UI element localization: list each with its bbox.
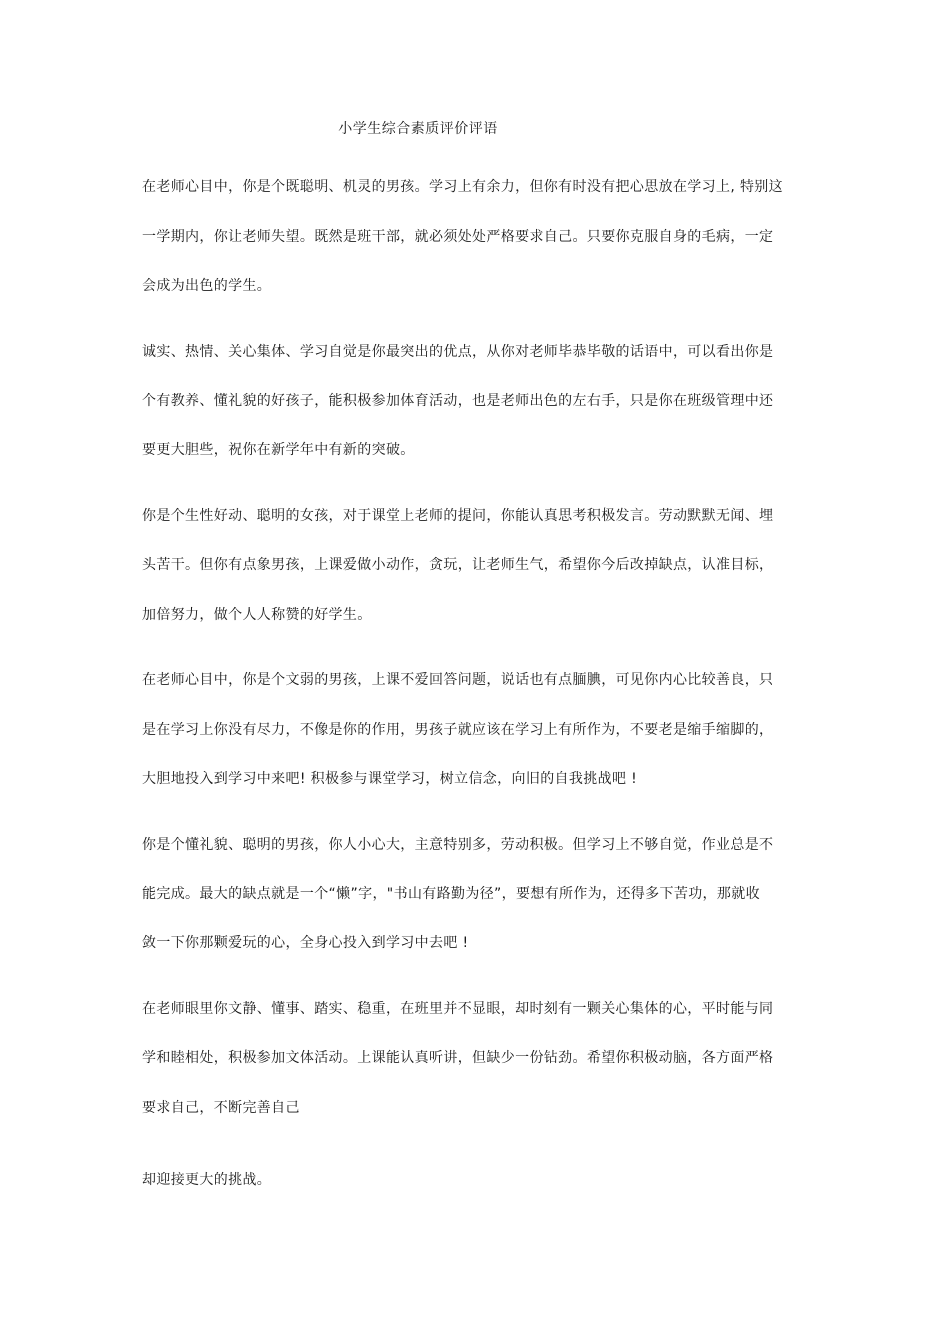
paragraph-line: 要更大胆些，祝你在新学年中有新的突破。 [142, 442, 415, 458]
paragraph-line: 在老师心目中，你是个既聪明、机灵的男孩。学习上有余力，但你有时没有把心思放在学习上, 特别这 [142, 179, 783, 195]
paragraph-line: 是在学习上你没有尽力，不像是你的作用，男孩子就应该在学习上有所作为，不要老是缩手缩脚的， [142, 722, 774, 738]
paragraph-line: 会成为出色的学生。 [142, 278, 272, 294]
paragraph-line: 却迎接更大的挑战。 [142, 1172, 272, 1188]
paragraph-line: 大胆地投入到学习中来吧! 积极参与课堂学习，树立信念，向旧的自我挑战吧 ! [142, 771, 638, 787]
paragraph-line: 诚实、热情、关心集体、学习自觉是你最突出的优点，从你对老师毕恭毕敬的话语中，可以看出你是 [142, 344, 774, 360]
paragraph-line: 你是个懂礼貌、聪明的男孩，你人小心大，主意特别多，劳动积极。但学习上不够自觉，作业总是不 [142, 837, 774, 853]
paragraph-line: 能完成。最大的缺点就是一个“懒”字，"书山有路勤为径”，要想有所作为，还得多下苦功，那就收 [142, 886, 760, 902]
paragraph-line: 学和睦相处，积极参加文体活动。上课能认真听讲，但缺少一份钻劲。希望你积极动脑，各方面严格 [142, 1050, 774, 1066]
paragraph-line: 个有教养、懂礼貌的好孩子，能积极参加体育活动，也是老师出色的左右手，只是你在班级管理中还 [142, 393, 774, 409]
paragraph-line: 加倍努力，做个人人称赞的好学生。 [142, 607, 372, 623]
document-title: 小学生综合素质评价评语 [338, 121, 498, 137]
paragraph-line: 一学期内，你让老师失望。既然是班干部，就必须处处严格要求自己。只要你克服自身的毛病，一定 [142, 229, 774, 245]
paragraph-line: 你是个生性好动、聪明的女孩，对于课堂上老师的提问，你能认真思考积极发言。劳动默默无闻、埋 [142, 508, 774, 524]
paragraph-line: 头苦干。但你有点象男孩，上课爱做小动作，贪玩，让老师生气，希望你今后改掉缺点，认准目标， [142, 557, 774, 573]
paragraph-line: 在老师心目中，你是个文弱的男孩，上课不爱回答问题，说话也有点腼腆，可见你内心比较善良，只 [142, 672, 774, 688]
paragraph-line: 敛一下你那颗爱玩的心，全身心投入到学习中去吧 ! [142, 935, 469, 951]
paragraph-line: 在老师眼里你文静、懂事、踏实、稳重，在班里并不显眼，却时刻有一颗关心集体的心，平时能与同 [142, 1001, 774, 1017]
paragraph-line: 要求自己，不断完善自己 [142, 1100, 300, 1116]
